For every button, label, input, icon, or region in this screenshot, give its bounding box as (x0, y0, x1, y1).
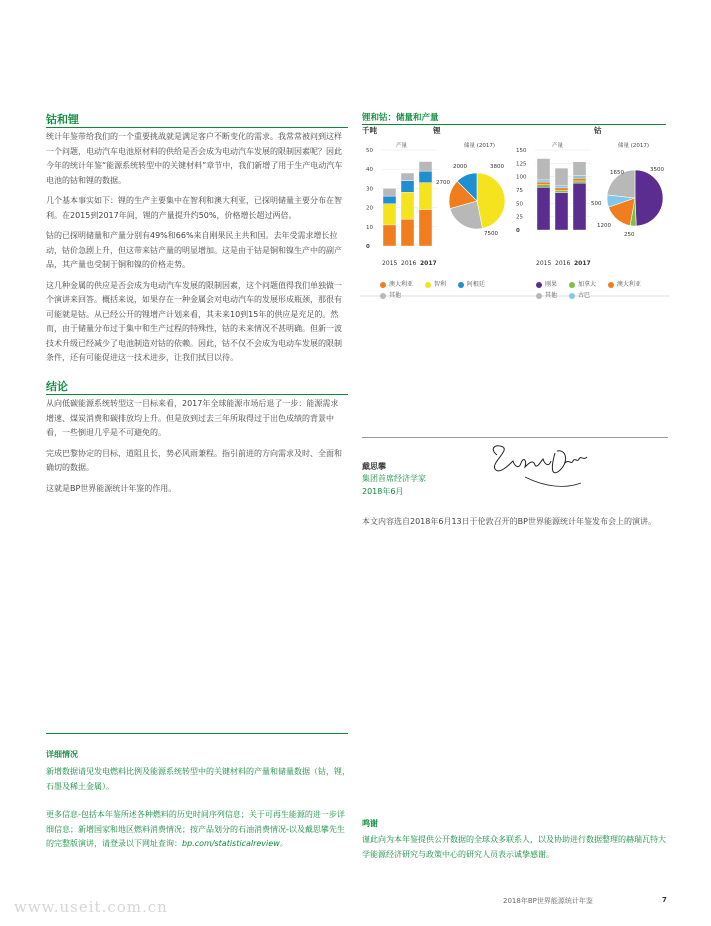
legend-dot-icon (425, 282, 431, 288)
legend-dot-icon (608, 282, 614, 288)
cobalt-production-bar-segment (555, 193, 568, 230)
cobalt-production-bar-segment (573, 176, 586, 179)
cobalt-reserves-data-label: 3500 (650, 167, 664, 173)
cobalt-production-tick-label: 150 (516, 148, 527, 154)
paragraph: 钴的已探明储量和产量分别有49%和66%来自刚果民主共和国。去年受需求增长拉动，钴价急剧上升，但这带来钴产量的明显增加。这是由于钴是铜和镍生产中的副产品，其产量也受制于铜和镍的价格走势。 (46, 231, 342, 269)
cobalt-production-bar-segment (555, 186, 568, 188)
conclusion-body (46, 397, 346, 502)
lithium-production-tick-label: 50 (366, 148, 373, 154)
year-label: 2015 (382, 260, 398, 267)
cobalt-production-bar-segment (573, 162, 586, 176)
cobalt-reserves-data-label: 500 (591, 201, 602, 207)
lithium-production-title: 产量 (396, 143, 408, 149)
cobalt-production-tick-label: 75 (516, 188, 523, 194)
heading-rule (46, 394, 348, 395)
cobalt-production-bar-segment (537, 187, 550, 230)
cobalt-production-bar-segment (573, 178, 586, 181)
lithium-reserves-data-label: 2000 (453, 164, 467, 170)
lithium-production-bar-segment (401, 173, 414, 181)
lithium-production-bar-segment (383, 204, 396, 225)
author-title: 集团首席经济学家 (362, 474, 426, 483)
lithium-production-bar-segment (419, 162, 432, 172)
cobalt-production-bar-segment (573, 183, 586, 230)
lithium-reserves-title: 储量 (2017) (464, 143, 496, 149)
year-label: 2017 (420, 260, 437, 267)
legend-item: 澳大利亚 (608, 279, 641, 288)
legend-dot-icon (380, 282, 386, 288)
details-text: 更多信息-包括本年鉴所述各种燃料的历史时间序列信息；关于可再生能源的进一步详细信息；新增国家和地区燃料消费情况；按产品划分的石油消费情况-以及戴思攀先生的完整版演讲，请登录以下网址查询： (46, 810, 345, 848)
lithium-production-bar-segment (419, 210, 432, 246)
lithium-reserves-slice (477, 173, 505, 228)
lithium-production-chart (366, 141, 437, 250)
heading-rule (46, 127, 348, 128)
year-label: 2015 (536, 260, 552, 267)
speech-note: 本文内容选自2018年6月13日于伦敦召开的BP世界能源统计年鉴发布会上的演讲。 (362, 517, 656, 526)
year-label: 2017 (574, 260, 591, 267)
legend-item: 其他 (536, 290, 557, 299)
chart-unit: 千吨 (362, 126, 377, 135)
year-label: 2016 (401, 260, 417, 267)
cobalt-production-bar-segment (537, 180, 550, 182)
lithium-production-bar-segment (419, 183, 432, 210)
lithium-production-tick-label: 30 (366, 186, 373, 193)
cobalt-reserves-slice (635, 170, 663, 226)
lithium-production-tick-label: 0 (366, 244, 370, 250)
legend-item: 刚果 (536, 279, 557, 288)
cobalt-reserves-data-label: 1650 (610, 170, 624, 176)
paragraph: 从向低碳能源系统转型这一目标来看，2017年全球能源市场后退了一步：能源需求增速、煤炭消费和碳排放均上升。但是放到过去三年所取得过于出色成绩的背景中看，一些倒退几乎是不可避免的。 (46, 399, 339, 437)
legend-item: 澳大利亚 (380, 279, 413, 288)
details-rule (46, 733, 348, 734)
paragraph: 几个基本事实如下：锂的生产主要集中在智利和澳大利亚，已探明储量主要分布在智利。在2015到2017年间，锂的产量提升约50%，价格增长超过两倍。 (46, 196, 342, 220)
left-body (46, 130, 346, 372)
legend-item: 其他 (380, 290, 401, 299)
paragraph: 这几种金属的供应是否会成为电动汽车发展的限制因素，这个问题值得我们单独做一个演讲来回答。概括来说，如果存在一种金属会对电动汽车的发展形成瓶颈，那很有可能就是钴。从已经公开的锂增产计划来看，其未来10到15年的供应是充足的。然而，由于储量分布过于集中和生产过程的特殊性，钴的未来情况不甚明确。但新一波技术升级已经减少了电池制造对钴的依赖。因此，钴不仅不会成为电动车发展的限制条件，还有可能促进这一技术进步，让我们拭目以待。 (46, 280, 342, 362)
lithium-production-bar-segment (383, 188, 396, 196)
cobalt-legend (536, 279, 671, 299)
cobalt-production-title: 产量 (552, 143, 564, 149)
footer-title: 2018年BP世界能源统计年鉴 (503, 897, 593, 905)
cobalt-production-bar-segment (537, 185, 550, 188)
page-number: 7 (662, 896, 667, 904)
cobalt-production-chart (516, 141, 591, 234)
cobalt-production-bar-segment (555, 191, 568, 193)
lithium-production-tick-label: 40 (366, 167, 373, 174)
legend-dot-icon (536, 282, 542, 288)
lithium-production-bar-segment (401, 219, 414, 246)
section-heading-cobalt-lithium: 钴和锂 (46, 113, 79, 126)
thanks-heading: 鸣谢 (362, 819, 378, 828)
lithium-reserves-data-label: 3800 (490, 164, 504, 170)
year-label: 2016 (555, 260, 571, 267)
cobalt-production-bar-segment (573, 181, 586, 183)
cobalt-production-bar-segment (555, 168, 568, 186)
paragraph: 这就是BP世界能源统计年鉴的作用。 (46, 483, 177, 493)
statistical-review-link[interactable]: bp.com/statisticalreview。 (182, 839, 288, 848)
cobalt-reserves-data-label: 250 (624, 232, 635, 238)
cobalt-reserves-title: 储量 (2017) (618, 143, 650, 149)
details-paragraph: 新增数据请见发电燃料比例及能源系统转型中的关键材料的产量和储量数据（钴，锂，石墨及稀土金属）。 (46, 767, 350, 791)
lithium-production-bar-segment (419, 171, 432, 183)
legend-dot-icon (569, 293, 575, 299)
legend-item: 阿根廷 (458, 279, 485, 288)
lithium-production-bar-segment (401, 192, 414, 219)
cobalt-production-tick-label: 25 (516, 214, 523, 221)
cobalt-production-tick-label: 100 (516, 174, 527, 181)
details-paragraph-more (46, 808, 352, 852)
legend-item: 古巴 (569, 290, 590, 299)
cobalt-production-bar-segment (537, 159, 550, 180)
lithium-production-tick-label: 10 (366, 224, 373, 231)
lithium-reserves-chart (436, 141, 505, 237)
watermark: www.useit.com.cn (14, 898, 168, 916)
author-name: 戴思攀 (362, 462, 386, 471)
lithium-label: 锂 (433, 126, 441, 135)
legend-dot-icon (536, 293, 542, 299)
lithium-production-bar-segment (383, 196, 396, 204)
cobalt-reserves-chart (591, 141, 664, 238)
cobalt-production-bar-segment (555, 188, 568, 191)
cobalt-production-tick-label: 0 (516, 228, 520, 234)
legend-dot-icon (458, 282, 464, 288)
paragraph: 完成巴黎协定的目标，道阻且长，势必风雨兼程。指引前进的方向需求及时、全面和确切的数据。 (46, 448, 342, 472)
cobalt-production-bar-segment (537, 182, 550, 185)
legend-dot-icon (569, 282, 575, 288)
cobalt-production-tick-label: 125 (516, 161, 527, 168)
cobalt-production-tick-label: 50 (516, 201, 523, 208)
lithium-legend (380, 279, 530, 299)
legend-dot-icon (380, 293, 386, 299)
signature-image (485, 437, 595, 495)
lithium-reserves-data-label: 2700 (436, 180, 450, 186)
lithium-production-bar-segment (401, 181, 414, 193)
details-heading: 详细情况 (46, 750, 78, 759)
section-heading-conclusion: 结论 (46, 380, 68, 393)
cobalt-reserves-data-label: 1200 (597, 223, 611, 229)
chart-title-rule (362, 124, 666, 125)
lithium-production-bar-segment (383, 225, 396, 246)
paragraph: 统计年鉴带给我们的一个重要挑战就是满足客户不断变化的需求。我常常被问到这样一个问题，电动汽车电池原材料的供给是否会成为电动汽车发展的限制因素呢？因此今年的统计年鉴“能源系统转型中的关键材料”章节中，我们新增了用于生产电动汽车电池的钴和锂的数据。 (46, 132, 343, 185)
lithium-production-tick-label: 20 (366, 205, 373, 212)
cobalt-label: 钴 (594, 126, 602, 135)
lithium-reserves-data-label: 7500 (484, 231, 498, 237)
signature-text: Spencer Dale (485, 437, 492, 438)
legend-item: 智利 (425, 279, 446, 288)
legend-item: 加拿大 (569, 279, 596, 288)
author-date: 2018年6月 (362, 487, 404, 496)
thanks-text: 谨此向为本年鉴提供公开数据的全球众多联系人，以及协助进行数据整理的赫瑞瓦特大学能源经济研究与政策中心的研究人员表示诚挚感谢。 (362, 835, 666, 859)
chart-title: 锂和钴：储量和产量 (362, 113, 439, 123)
